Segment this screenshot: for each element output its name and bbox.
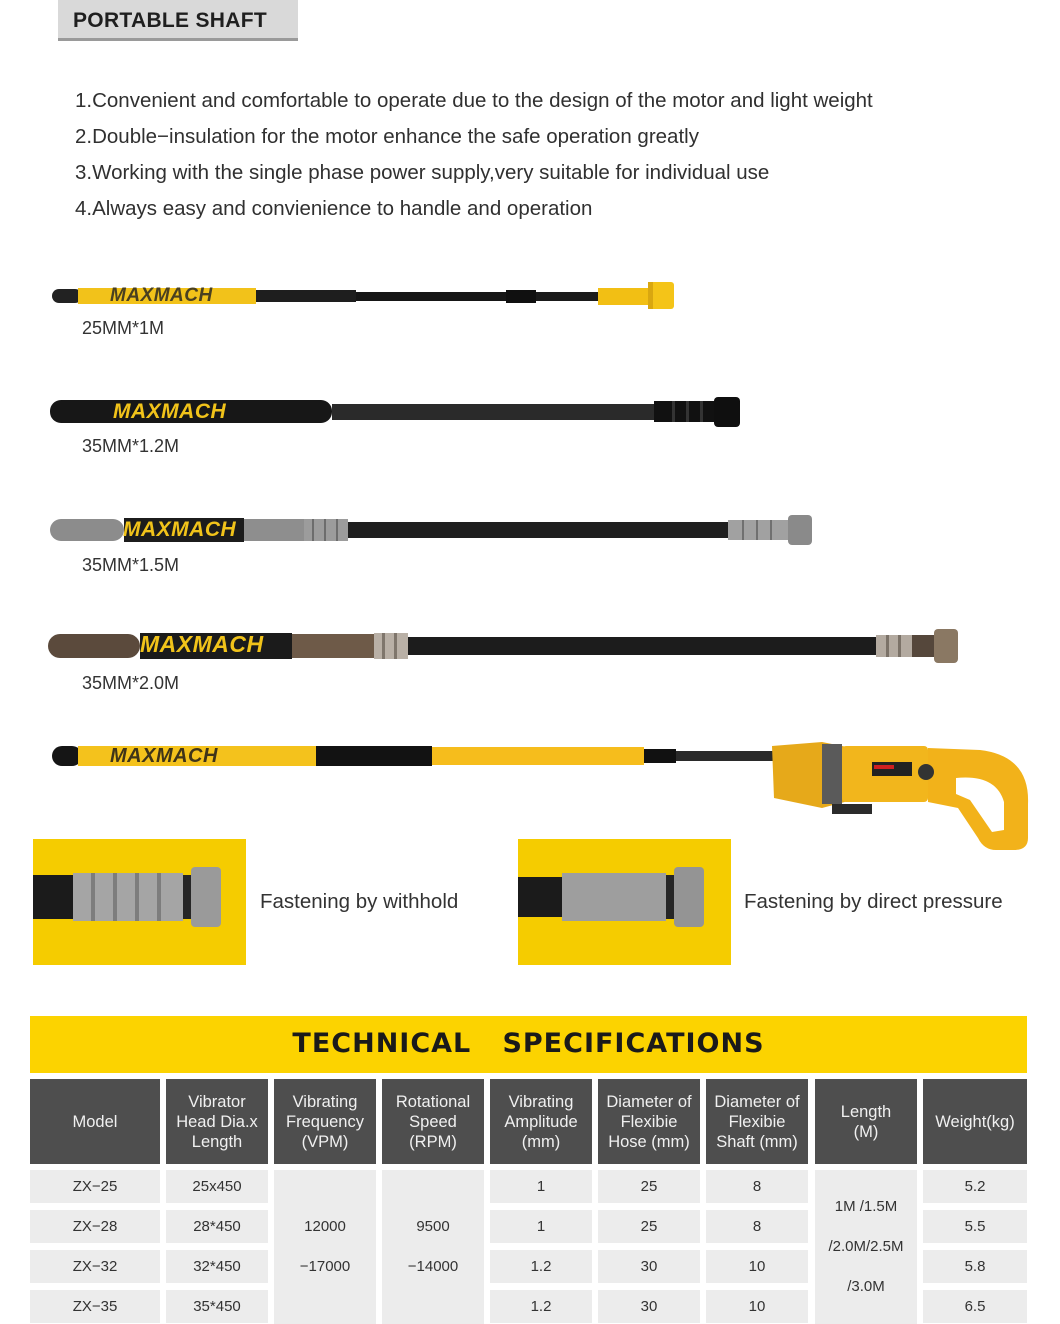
feature-item: 4.Always easy and convienience to handle and operation	[75, 197, 593, 220]
table-header-amplitude: Vibrating Amplitude (mm)	[490, 1079, 592, 1164]
feature-item: 2.Double−insulation for the motor enhance the safe operation greatly	[75, 125, 699, 148]
shaft-label: 35MM*2.0M	[82, 673, 180, 693]
fastening-withhold-image	[33, 839, 246, 965]
specs-title: TECHNICAL SPECIFICATIONS	[292, 1028, 765, 1059]
specs-title-bar	[30, 1016, 1027, 1073]
brand-logo: MAXMACH	[110, 285, 213, 306]
table-cell-weight: 6.5	[923, 1290, 1027, 1323]
table-cell-weight: 5.5	[923, 1210, 1027, 1243]
feature-item: 1.Convenient and comfortable to operate due to the design of the motor and light weight	[75, 89, 873, 112]
table-header-hose-dia: Diameter of Flexibie Hose (mm)	[598, 1079, 700, 1164]
brand-logo: MAXMACH	[110, 745, 218, 767]
table-cell-model: ZX−28	[30, 1210, 160, 1243]
table-cell-model: ZX−25	[30, 1170, 160, 1203]
shaft-label: 25MM*1M	[82, 318, 165, 338]
brand-logo: MAXMACH	[123, 518, 237, 541]
feature-item: 3.Working with the single phase power supply,very suitable for individual use	[75, 161, 770, 184]
table-cell-weight: 5.8	[923, 1250, 1027, 1283]
table-cell-hose: 30	[598, 1290, 700, 1323]
table-cell-weight: 5.2	[923, 1170, 1027, 1203]
table-header-frequency: Vibrating Frequency (VPM)	[274, 1079, 376, 1164]
table-cell-model: ZX−32	[30, 1250, 160, 1283]
table-cell-shaft: 10	[706, 1250, 808, 1283]
shaft-label: 35MM*1.2M	[82, 436, 180, 456]
shaft-image-35mm-1-5m	[50, 513, 814, 547]
table-cell-head: 35*450	[166, 1290, 268, 1323]
table-cell-length-merged: 1M /1.5M /2.0M/2.5M /3.0M	[815, 1170, 917, 1324]
section-title: PORTABLE SHAFT	[73, 9, 267, 32]
table-cell-shaft: 8	[706, 1170, 808, 1203]
fastening-caption: Fastening by direct pressure	[744, 890, 1003, 913]
shaft-label: 35MM*1.5M	[82, 555, 180, 575]
table-header-shaft-dia: Diameter of Flexibie Shaft (mm)	[706, 1079, 808, 1164]
table-header-speed: Rotational Speed (RPM)	[382, 1079, 484, 1164]
fastening-caption: Fastening by withhold	[260, 890, 459, 913]
table-cell-amplitude: 1.2	[490, 1250, 592, 1283]
table-cell-amplitude: 1.2	[490, 1290, 592, 1323]
table-cell-head: 32*450	[166, 1250, 268, 1283]
table-cell-shaft: 10	[706, 1290, 808, 1323]
shaft-image-35mm-2-0m	[48, 628, 960, 664]
brand-logo: MAXMACH	[113, 400, 227, 423]
vibrator-with-motor-image	[52, 738, 1034, 854]
fastening-direct-pressure-image	[518, 839, 731, 965]
table-header-model: Model	[30, 1079, 160, 1164]
table-cell-shaft: 8	[706, 1210, 808, 1243]
table-cell-amplitude: 1	[490, 1170, 592, 1203]
shaft-image-25mm-1m	[52, 280, 676, 312]
brand-logo: MAXMACH	[140, 631, 264, 657]
section-header-tab	[58, 0, 298, 41]
table-header-weight: Weight(kg)	[923, 1079, 1027, 1164]
shaft-image-35mm-1-2m	[50, 395, 742, 429]
table-cell-hose: 25	[598, 1170, 700, 1203]
table-cell-frequency-merged: 12000 −17000	[274, 1170, 376, 1324]
table-header-head-dia: Vibrator Head Dia.x Length	[166, 1079, 268, 1164]
table-cell-model: ZX−35	[30, 1290, 160, 1323]
table-cell-hose: 30	[598, 1250, 700, 1283]
table-cell-amplitude: 1	[490, 1210, 592, 1243]
table-cell-hose: 25	[598, 1210, 700, 1243]
table-cell-head: 25x450	[166, 1170, 268, 1203]
table-cell-speed-merged: 9500 −14000	[382, 1170, 484, 1324]
table-header-length: Length (M)	[815, 1079, 917, 1164]
table-cell-head: 28*450	[166, 1210, 268, 1243]
